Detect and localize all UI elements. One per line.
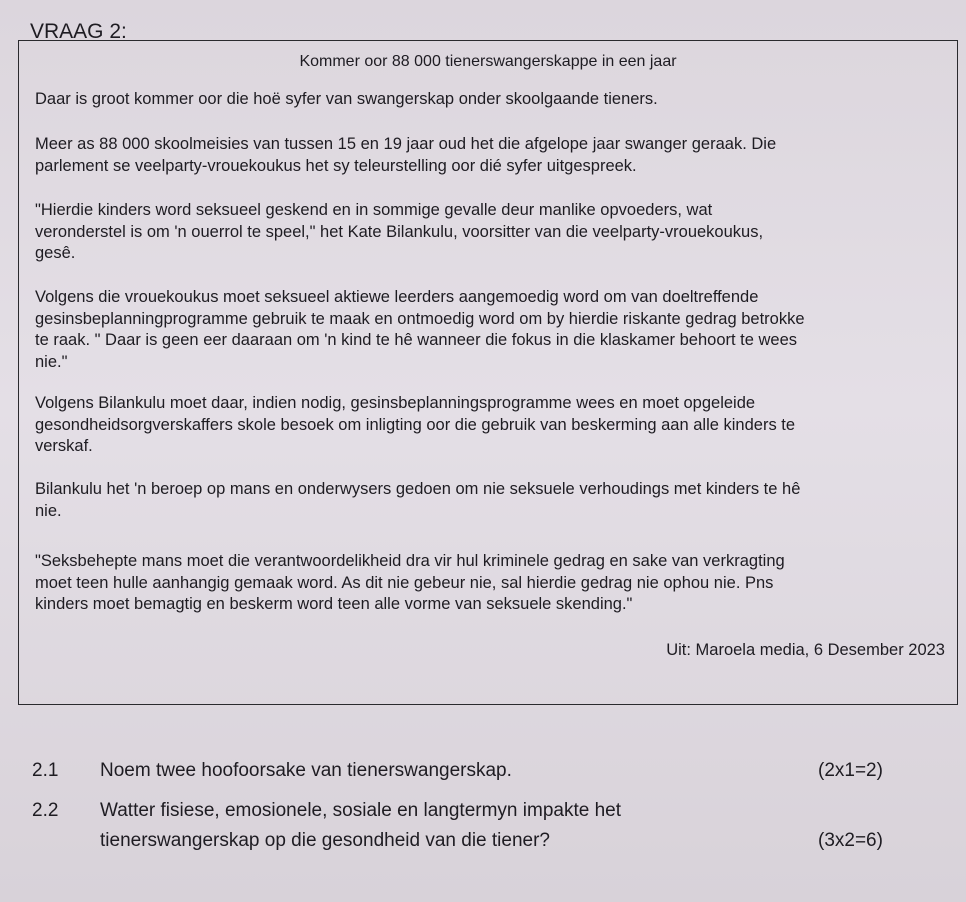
- question-text: Noem twee hoofoorsake van tienerswangerskap.: [100, 760, 512, 781]
- article-paragraph: [35, 287, 805, 373]
- paragraph-line: gesê.: [35, 244, 76, 262]
- paragraph-line: verskaf.: [35, 437, 93, 455]
- article-box: [18, 40, 958, 705]
- paragraph-line: "Seksbehepte mans moet die verantwoordelikheid dra vir hul kriminele gedrag en sake van verkragting: [35, 552, 785, 570]
- question-text: Watter fisiese, emosionele, sosiale en langtermyn impakte het: [100, 800, 621, 821]
- paragraph-line: parlement se veelparty-vrouekoukus het sy teleurstelling oor dié syfer uitgespreek.: [35, 156, 637, 175]
- article-source: Uit: Maroela media, 6 Desember 2023: [666, 641, 945, 659]
- question-marks: (2x1=2): [818, 760, 883, 781]
- article-paragraph: [35, 479, 800, 522]
- paragraph-line: Bilankulu het 'n beroep op mans en onderwysers gedoen om nie seksuele verhoudings met kinders te hê: [35, 480, 801, 498]
- paragraph-line: Volgens Bilankulu moet daar, indien nodig, gesinsbeplanningsprogramme wees en moet opgeleide: [35, 394, 756, 412]
- question-text: tienerswangerskap op die gesondheid van die tiener?: [100, 830, 550, 851]
- article-heading: Kommer oor 88 000 tienerswangerskappe in een jaar: [299, 53, 677, 70]
- question-marks: (3x2=6): [818, 830, 883, 851]
- paragraph-line: nie.: [35, 501, 62, 520]
- paragraph-line: Daar is groot kommer oor die hoë syfer van swangerskap onder skoolgaande tieners.: [35, 90, 658, 108]
- paragraph-line: gesinsbeplanningprogramme gebruik te maak en ontmoedig word om by hierdie riskante gedrag betrokke: [35, 309, 805, 328]
- article-paragraph: [35, 551, 785, 616]
- paragraph-line: veronderstel is om 'n ouerrol te speel," het Kate Bilankulu, voorsitter van die veelparty-vrouekoukus,: [35, 222, 764, 241]
- article-paragraph: [35, 134, 776, 177]
- question-number: 2.2: [32, 800, 59, 821]
- question-number: 2.1: [32, 760, 59, 781]
- paragraph-line: moet teen hulle aanhangig gemaak word. As dit nie gebeur nie, sal hierdie gedrag nie ophou nie. Pns: [35, 573, 774, 592]
- paragraph-line: gesondheidsorgverskaffers skole besoek om inligting oor die gebruik van beskerming aan alle kinders te: [35, 415, 796, 434]
- question-title: VRAAG 2:: [30, 20, 127, 43]
- paragraph-line: nie.": [35, 352, 68, 371]
- paragraph-line: te raak. " Daar is geen eer daaraan om 'n kind te hê wanneer die fokus in die klaskamer behoort te wees: [35, 331, 798, 349]
- article-paragraph: [35, 200, 763, 265]
- paragraph-line: Meer as 88 000 skoolmeisies van tussen 15 en 19 jaar oud het die afgelope jaar swanger geraak. Die: [35, 135, 777, 153]
- paragraph-line: Volgens die vrouekoukus moet seksueel aktiewe leerders aangemoedig word om van doeltreffende: [35, 288, 759, 306]
- article-paragraph: [35, 89, 658, 111]
- paragraph-line: "Hierdie kinders word seksueel geskend en in sommige gevalle deur manlike opvoeders, wat: [35, 201, 713, 219]
- article-paragraph: [35, 393, 795, 458]
- paragraph-line: kinders moet bemagtig en beskerm word teen alle vorme van seksuele skending.": [35, 595, 633, 613]
